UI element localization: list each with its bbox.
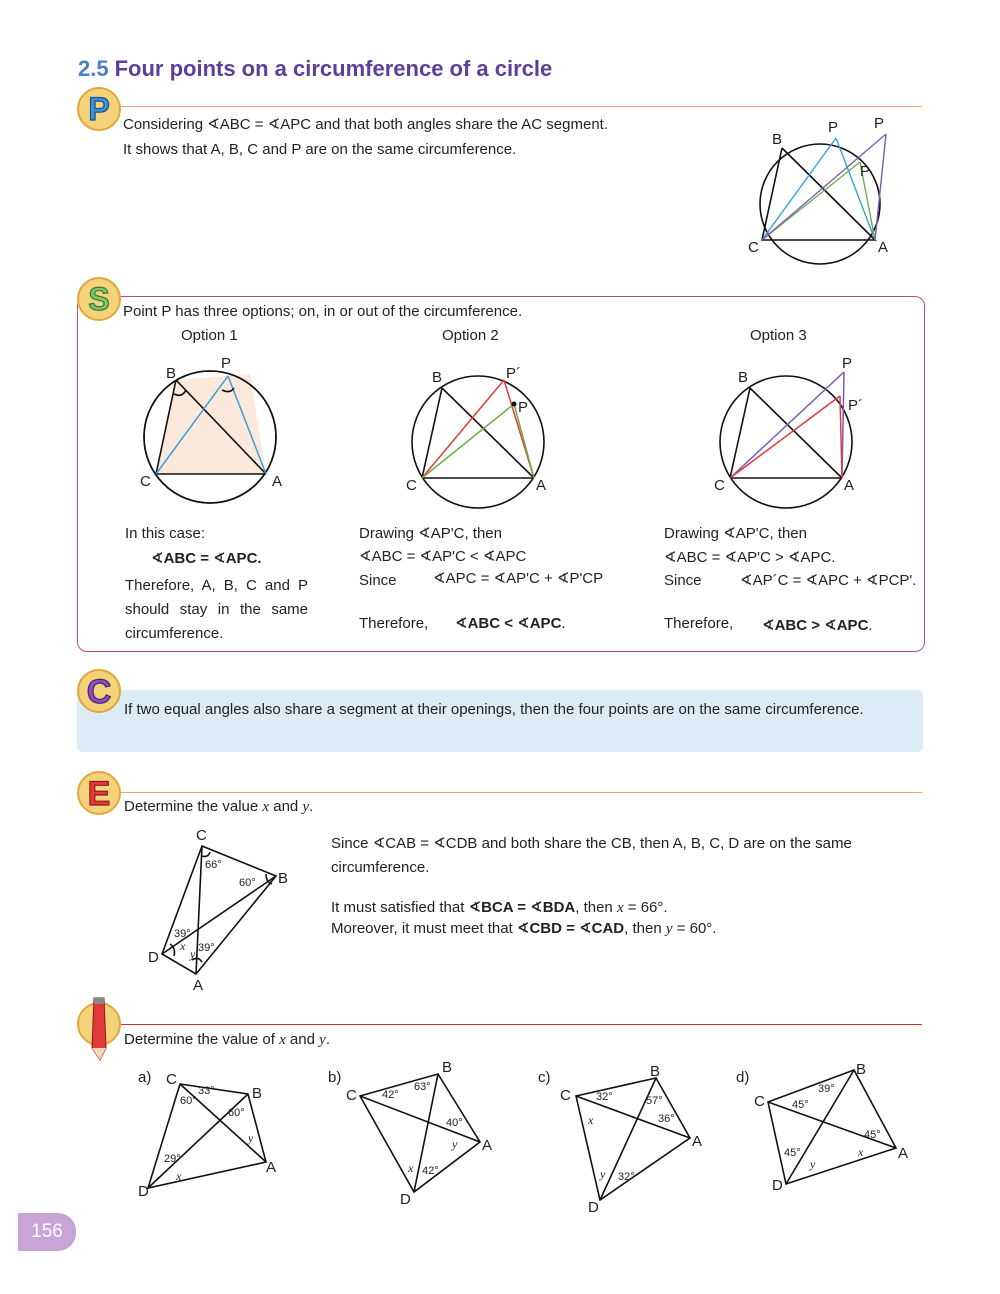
opt2-label-a: A bbox=[536, 477, 547, 494]
svg-text:y: y bbox=[248, 1131, 254, 1145]
opt2-label-b: B bbox=[432, 369, 443, 386]
example-badge bbox=[76, 770, 122, 816]
opt1-conclusion: Therefore, A, B, C and P should stay in the same circumference. bbox=[125, 577, 308, 642]
practice-figure-c bbox=[536, 1056, 716, 1216]
pencil-icon bbox=[76, 994, 122, 1068]
svg-text:42°: 42° bbox=[382, 1089, 399, 1101]
page-number: 156 bbox=[18, 1213, 76, 1251]
fig-label-p3: P bbox=[860, 163, 871, 180]
opt1-case: In this case: bbox=[125, 525, 206, 542]
svg-text:a): a) bbox=[138, 1069, 152, 1086]
opt3-label-pp: P´ bbox=[848, 397, 863, 414]
opt2-label-p: P bbox=[518, 399, 529, 416]
opt3-result: ∢ABC > ∢APC bbox=[762, 617, 869, 634]
svg-text:57°: 57° bbox=[646, 1095, 663, 1107]
problem-figure bbox=[740, 112, 910, 277]
fig-label-c: C bbox=[748, 239, 759, 256]
opt2-result: ∢ABC < ∢APC bbox=[455, 615, 562, 632]
opt1-label-p: P bbox=[221, 355, 232, 372]
problem-line-1: Considering ∢ABC = ∢APC and that both angles share the AC segment. bbox=[123, 116, 608, 133]
example-line-2: It must satisfied that ∢BCA = ∢BDA, then x = 66°. bbox=[331, 899, 668, 916]
svg-text:E: E bbox=[87, 775, 111, 813]
opt3-since: Since bbox=[664, 572, 702, 589]
svg-text:x: x bbox=[176, 1169, 182, 1183]
solution-badge bbox=[76, 276, 122, 322]
svg-text:C: C bbox=[346, 1087, 357, 1104]
conclusion-badge bbox=[76, 668, 122, 714]
fig-label-a: A bbox=[878, 239, 889, 256]
svg-text:B: B bbox=[856, 1061, 867, 1078]
svg-text:c): c) bbox=[538, 1069, 551, 1086]
svg-text:60°: 60° bbox=[228, 1107, 245, 1119]
svg-text:33°: 33° bbox=[198, 1085, 215, 1097]
svg-text:C: C bbox=[560, 1087, 571, 1104]
problem-line-2: It shows that A, B, C and P are on the same circumference. bbox=[123, 141, 517, 158]
option2-figure bbox=[396, 360, 566, 510]
option3-heading: Option 3 bbox=[750, 327, 807, 344]
svg-text:S: S bbox=[88, 281, 110, 317]
svg-text:C: C bbox=[196, 827, 207, 844]
svg-text:D: D bbox=[772, 1177, 783, 1194]
svg-text:D: D bbox=[148, 949, 159, 966]
svg-text:B: B bbox=[278, 870, 289, 887]
opt1-label-b: B bbox=[166, 365, 177, 382]
section-heading: Four points on a circumference of a circle bbox=[114, 56, 553, 81]
problem-rule bbox=[110, 106, 922, 107]
solution-intro: Point P has three options; on, in or out of the circumference. bbox=[123, 303, 523, 320]
svg-text:d): d) bbox=[736, 1069, 750, 1086]
opt3-label-b: B bbox=[738, 369, 749, 386]
svg-text:45°: 45° bbox=[784, 1147, 801, 1159]
option1-heading: Option 1 bbox=[181, 327, 238, 344]
svg-text:45°: 45° bbox=[792, 1099, 809, 1111]
opt2-ineq: ∢ABC = ∢AP'C < ∢APC bbox=[359, 548, 527, 565]
svg-text:b): b) bbox=[328, 1069, 342, 1086]
fig-label-p1: P bbox=[828, 119, 839, 136]
svg-text:D: D bbox=[588, 1199, 599, 1216]
svg-text:63°: 63° bbox=[414, 1081, 431, 1093]
opt2-drawing: Drawing ∢AP'C, then bbox=[359, 525, 502, 542]
svg-text:39°: 39° bbox=[198, 942, 215, 954]
opt3-ineq: ∢ABC = ∢AP'C > ∢APC. bbox=[664, 549, 836, 566]
svg-text:A: A bbox=[482, 1137, 493, 1154]
opt1-label-c: C bbox=[140, 473, 151, 490]
svg-text:40°: 40° bbox=[446, 1117, 463, 1129]
svg-text:x: x bbox=[408, 1161, 414, 1175]
svg-text:x: x bbox=[180, 939, 186, 953]
svg-text:C: C bbox=[754, 1093, 765, 1110]
svg-text:C: C bbox=[166, 1071, 177, 1088]
example-figure bbox=[140, 822, 300, 994]
svg-text:D: D bbox=[400, 1191, 411, 1206]
svg-text:60°: 60° bbox=[180, 1095, 197, 1107]
svg-text:66°: 66° bbox=[205, 859, 222, 871]
svg-text:B: B bbox=[252, 1085, 263, 1102]
opt3-therefore: Therefore, bbox=[664, 615, 734, 632]
practice-figure-a bbox=[130, 1056, 290, 1206]
opt2-since: Since bbox=[359, 572, 397, 589]
practice-rule bbox=[110, 1024, 922, 1025]
opt2-therefore: Therefore, bbox=[359, 615, 429, 632]
section-number: 2.5 bbox=[78, 56, 109, 81]
practice-figure-b bbox=[326, 1056, 506, 1206]
svg-text:39°: 39° bbox=[818, 1083, 835, 1095]
svg-text:39°: 39° bbox=[174, 928, 191, 940]
svg-text:A: A bbox=[193, 977, 204, 994]
svg-text:P: P bbox=[88, 91, 110, 127]
example-line-3: Moreover, it must meet that ∢CBD = ∢CAD, then y = 60°. bbox=[331, 920, 717, 937]
svg-text:B: B bbox=[650, 1063, 661, 1080]
opt2-result-dot: . bbox=[561, 615, 566, 632]
svg-text:y: y bbox=[190, 947, 196, 961]
svg-text:32°: 32° bbox=[618, 1171, 635, 1183]
conclusion-text: If two equal angles also share a segment at their openings, then the four points are on the same circumference. bbox=[124, 701, 864, 718]
svg-text:y: y bbox=[600, 1167, 606, 1181]
svg-text:B: B bbox=[442, 1059, 453, 1076]
opt3-label-a: A bbox=[844, 477, 855, 494]
svg-text:x: x bbox=[588, 1113, 594, 1127]
svg-text:C: C bbox=[86, 673, 112, 711]
svg-text:42°: 42° bbox=[422, 1165, 439, 1177]
section-title bbox=[78, 56, 552, 82]
svg-text:D: D bbox=[138, 1183, 149, 1200]
fig-label-b: B bbox=[772, 131, 783, 148]
opt1-eq: ∢ABC = ∢APC. bbox=[151, 550, 262, 567]
practice-figure-d bbox=[734, 1056, 924, 1206]
opt1-label-a: A bbox=[272, 473, 283, 490]
opt3-result-dot: . bbox=[868, 617, 873, 634]
svg-text:45°: 45° bbox=[864, 1129, 881, 1141]
opt3-label-c: C bbox=[714, 477, 725, 494]
opt2-label-c: C bbox=[406, 477, 417, 494]
opt2-label-pp: P´ bbox=[506, 365, 521, 382]
svg-text:36°: 36° bbox=[658, 1113, 675, 1125]
svg-text:A: A bbox=[898, 1145, 909, 1162]
example-rule bbox=[110, 792, 922, 793]
svg-text:29°: 29° bbox=[164, 1153, 181, 1165]
svg-text:y: y bbox=[810, 1157, 816, 1171]
svg-text:y: y bbox=[452, 1137, 458, 1151]
problem-badge bbox=[76, 86, 122, 132]
example-line-1: Since ∢CAB = ∢CDB and both share the CB, then A, B, C, D are on the same circumference. bbox=[331, 835, 852, 876]
svg-text:x: x bbox=[858, 1145, 864, 1159]
option3-figure bbox=[704, 352, 874, 510]
svg-text:A: A bbox=[692, 1133, 703, 1150]
opt3-since-eq: ∢AP´C = ∢APC + ∢PCP'. bbox=[740, 572, 917, 589]
svg-text:32°: 32° bbox=[596, 1091, 613, 1103]
example-prompt: Determine the value x and y. bbox=[124, 798, 314, 815]
option1-figure bbox=[130, 350, 300, 510]
fig-label-p2: P bbox=[874, 115, 885, 132]
opt3-label-p: P bbox=[842, 355, 853, 372]
svg-text:60°: 60° bbox=[239, 877, 256, 889]
svg-text:A: A bbox=[266, 1159, 277, 1176]
practice-prompt: Determine the value of x and y. bbox=[124, 1031, 330, 1048]
opt2-since-eq: ∢APC = ∢AP'C + ∢P'CP bbox=[433, 570, 604, 587]
opt3-drawing: Drawing ∢AP'C, then bbox=[664, 525, 807, 542]
option2-heading: Option 2 bbox=[442, 327, 499, 344]
